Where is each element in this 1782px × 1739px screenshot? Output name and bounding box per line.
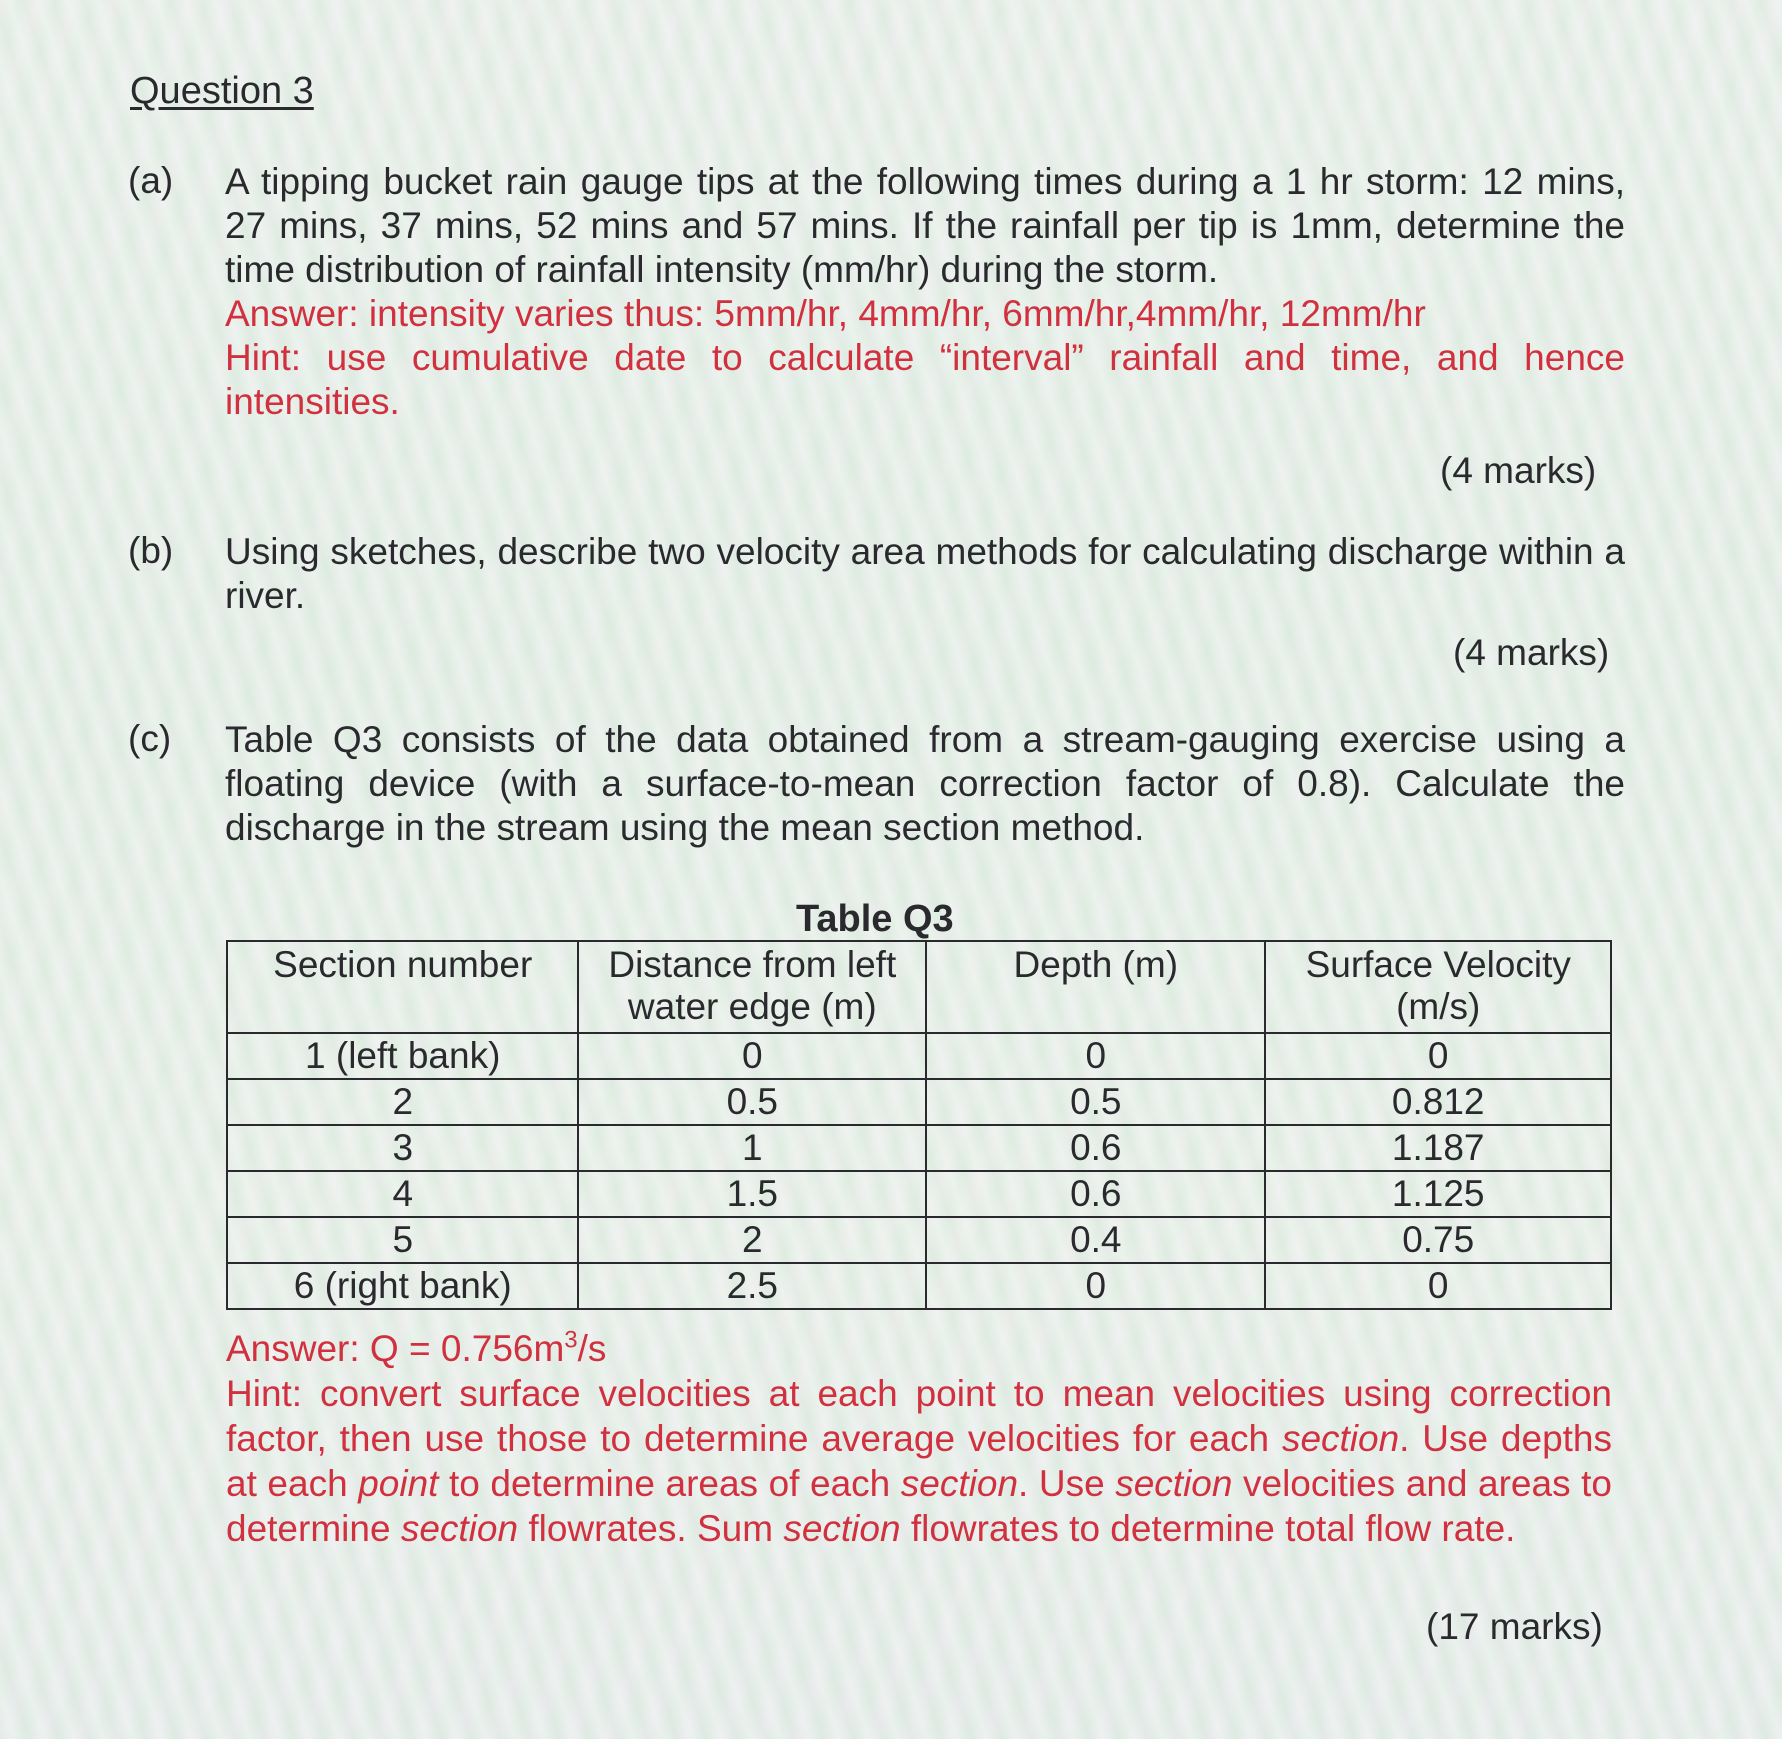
table-row bbox=[227, 1079, 1611, 1125]
cell-velocity: 0 bbox=[1265, 1263, 1611, 1309]
cell-velocity: 0.75 bbox=[1265, 1217, 1611, 1263]
table-row bbox=[227, 1171, 1611, 1217]
cell-velocity: 1.187 bbox=[1265, 1125, 1611, 1171]
part-a-answer: Answer: intensity varies thus: 5mm/hr, 4mm/hr, 6mm/hr,4mm/hr, 12mm/hr bbox=[225, 293, 1426, 334]
cell-section: 3 bbox=[227, 1125, 578, 1171]
table-q3 bbox=[226, 940, 1612, 1310]
part-c-answer: Answer: $Q = 0.756m^3/s$ bbox=[226, 1327, 607, 1370]
table-row bbox=[227, 1217, 1611, 1263]
cell-distance: 0 bbox=[578, 1033, 926, 1079]
part-b-body: Using sketches, describe two velocity area methods for calculating discharge within a river. bbox=[225, 531, 1625, 616]
table-row bbox=[227, 1033, 1611, 1079]
part-c-body: Table Q3 consists of the data obtained from a stream-gauging exercise using a floating device (with a surface-to-mean correction factor of 0.8). Calculate the discharge in the stream using the mean section method. bbox=[225, 719, 1625, 848]
part-a-question-text: A tipping bucket rain gauge tips at the following times during a 1 hr storm: 12 mins, 27 mins, 37 mins, 52 mins and 57 mins. If the rainfall per tip is 1mm, determine the time distribution of rainfall intensity (mm/hr) during the storm. bbox=[225, 161, 1625, 290]
cell-distance: 0.5 bbox=[578, 1079, 926, 1125]
header-depth: Depth (m) bbox=[926, 941, 1265, 1033]
part-c-answer-block bbox=[226, 1318, 1612, 1551]
part-c-marks: (17 marks) bbox=[1426, 1606, 1603, 1647]
cell-depth: 0.6 bbox=[926, 1125, 1265, 1171]
cell-velocity: 0 bbox=[1265, 1033, 1611, 1079]
table-row bbox=[227, 1263, 1611, 1309]
cell-section: 5 bbox=[227, 1217, 578, 1263]
cell-section: 4 bbox=[227, 1171, 578, 1217]
cell-section: 2 bbox=[227, 1079, 578, 1125]
cell-distance: 1 bbox=[578, 1125, 926, 1171]
cell-distance: 2 bbox=[578, 1217, 926, 1263]
cell-depth: 0 bbox=[926, 1263, 1265, 1309]
cell-velocity: 1.125 bbox=[1265, 1171, 1611, 1217]
header-section-number: Section number bbox=[227, 941, 578, 1033]
part-c-hint: Hint: convert surface velocities at each point to mean velocities using correction factor, then use those to determine average velocities for each section. Use depths at each point to determine areas of each section. Use section velocities and areas to determine section flowrates. Sum section flowrates to determine total flow rate. bbox=[226, 1373, 1612, 1550]
part-b-label: (b) bbox=[128, 530, 174, 571]
cell-distance: 2.5 bbox=[578, 1263, 926, 1309]
cell-distance: 1.5 bbox=[578, 1171, 926, 1217]
question-title: Question 3 bbox=[130, 70, 314, 112]
part-c-label: (c) bbox=[128, 718, 172, 759]
table-header-row bbox=[227, 941, 1611, 1033]
part-b-marks: (4 marks) bbox=[1453, 632, 1610, 673]
part-a-body bbox=[225, 160, 1625, 424]
cell-depth: 0.4 bbox=[926, 1217, 1265, 1263]
cell-velocity: 0.812 bbox=[1265, 1079, 1611, 1125]
cell-section: 1 (left bank) bbox=[227, 1033, 578, 1079]
cell-section: 6 (right bank) bbox=[227, 1263, 578, 1309]
part-a-marks: (4 marks) bbox=[1440, 450, 1597, 491]
header-distance: Distance from left water edge (m) bbox=[578, 941, 926, 1033]
cell-depth: 0.6 bbox=[926, 1171, 1265, 1217]
table-row bbox=[227, 1125, 1611, 1171]
part-a-label: (a) bbox=[128, 160, 174, 201]
cell-depth: 0 bbox=[926, 1033, 1265, 1079]
cell-depth: 0.5 bbox=[926, 1079, 1265, 1125]
header-surface-velocity: Surface Velocity (m/s) bbox=[1265, 941, 1611, 1033]
table-caption: Table Q3 bbox=[796, 898, 954, 940]
part-a-hint: Hint: use cumulative date to calculate “interval” rainfall and time, and hence intensities. bbox=[225, 337, 1625, 422]
